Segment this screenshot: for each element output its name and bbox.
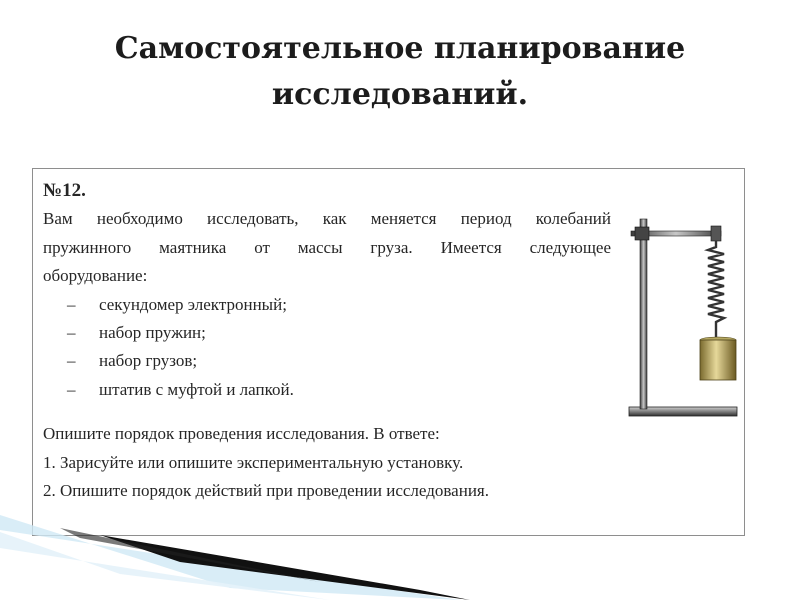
slide-title-line-1: Самостоятельное планирование <box>114 31 686 66</box>
decorative-stroke <box>0 470 800 600</box>
equipment-item-text: секундомер электронный; <box>99 294 287 314</box>
weight <box>700 337 736 380</box>
task-instruction: Опишите порядок проведения исследования. В ответе: <box>43 424 440 444</box>
task-text <box>43 177 623 505</box>
task-intro-line-1: Вам необходимо исследовать, как меняется период колебаний <box>43 209 611 229</box>
task-step-1: 1. Зарисуйте или опишите экспериментальную установку. <box>43 452 464 472</box>
task-intro-line-3: оборудование: <box>43 266 148 286</box>
equipment-item-text: набор пружин; <box>99 323 206 343</box>
equipment-item <box>43 291 623 319</box>
list-dash: – <box>67 379 76 399</box>
clamp-arm <box>631 226 721 241</box>
spacer <box>43 404 623 420</box>
list-dash: – <box>67 323 76 343</box>
equipment-list <box>43 291 623 405</box>
equipment-item-text: штатив с муфтой и лапкой. <box>99 379 294 399</box>
slide-title <box>0 26 800 118</box>
task-intro-line-2: пружинного маятника от массы груза. Имеется следующее <box>43 237 611 257</box>
equipment-item <box>43 319 623 347</box>
spring <box>708 241 724 337</box>
list-dash: – <box>67 351 76 371</box>
slide-title-line-2: исследований. <box>271 77 529 112</box>
equipment-item-text: набор грузов; <box>99 351 198 371</box>
stand-rod <box>640 219 647 409</box>
task-number: №12. <box>43 180 86 201</box>
equipment-item <box>43 347 623 375</box>
spring-pendulum-on-stand-icon <box>623 209 743 429</box>
equipment-item <box>43 376 623 404</box>
task-step-2: 2. Опишите порядок действий при проведении исследования. <box>43 481 489 501</box>
list-dash: – <box>67 294 76 314</box>
